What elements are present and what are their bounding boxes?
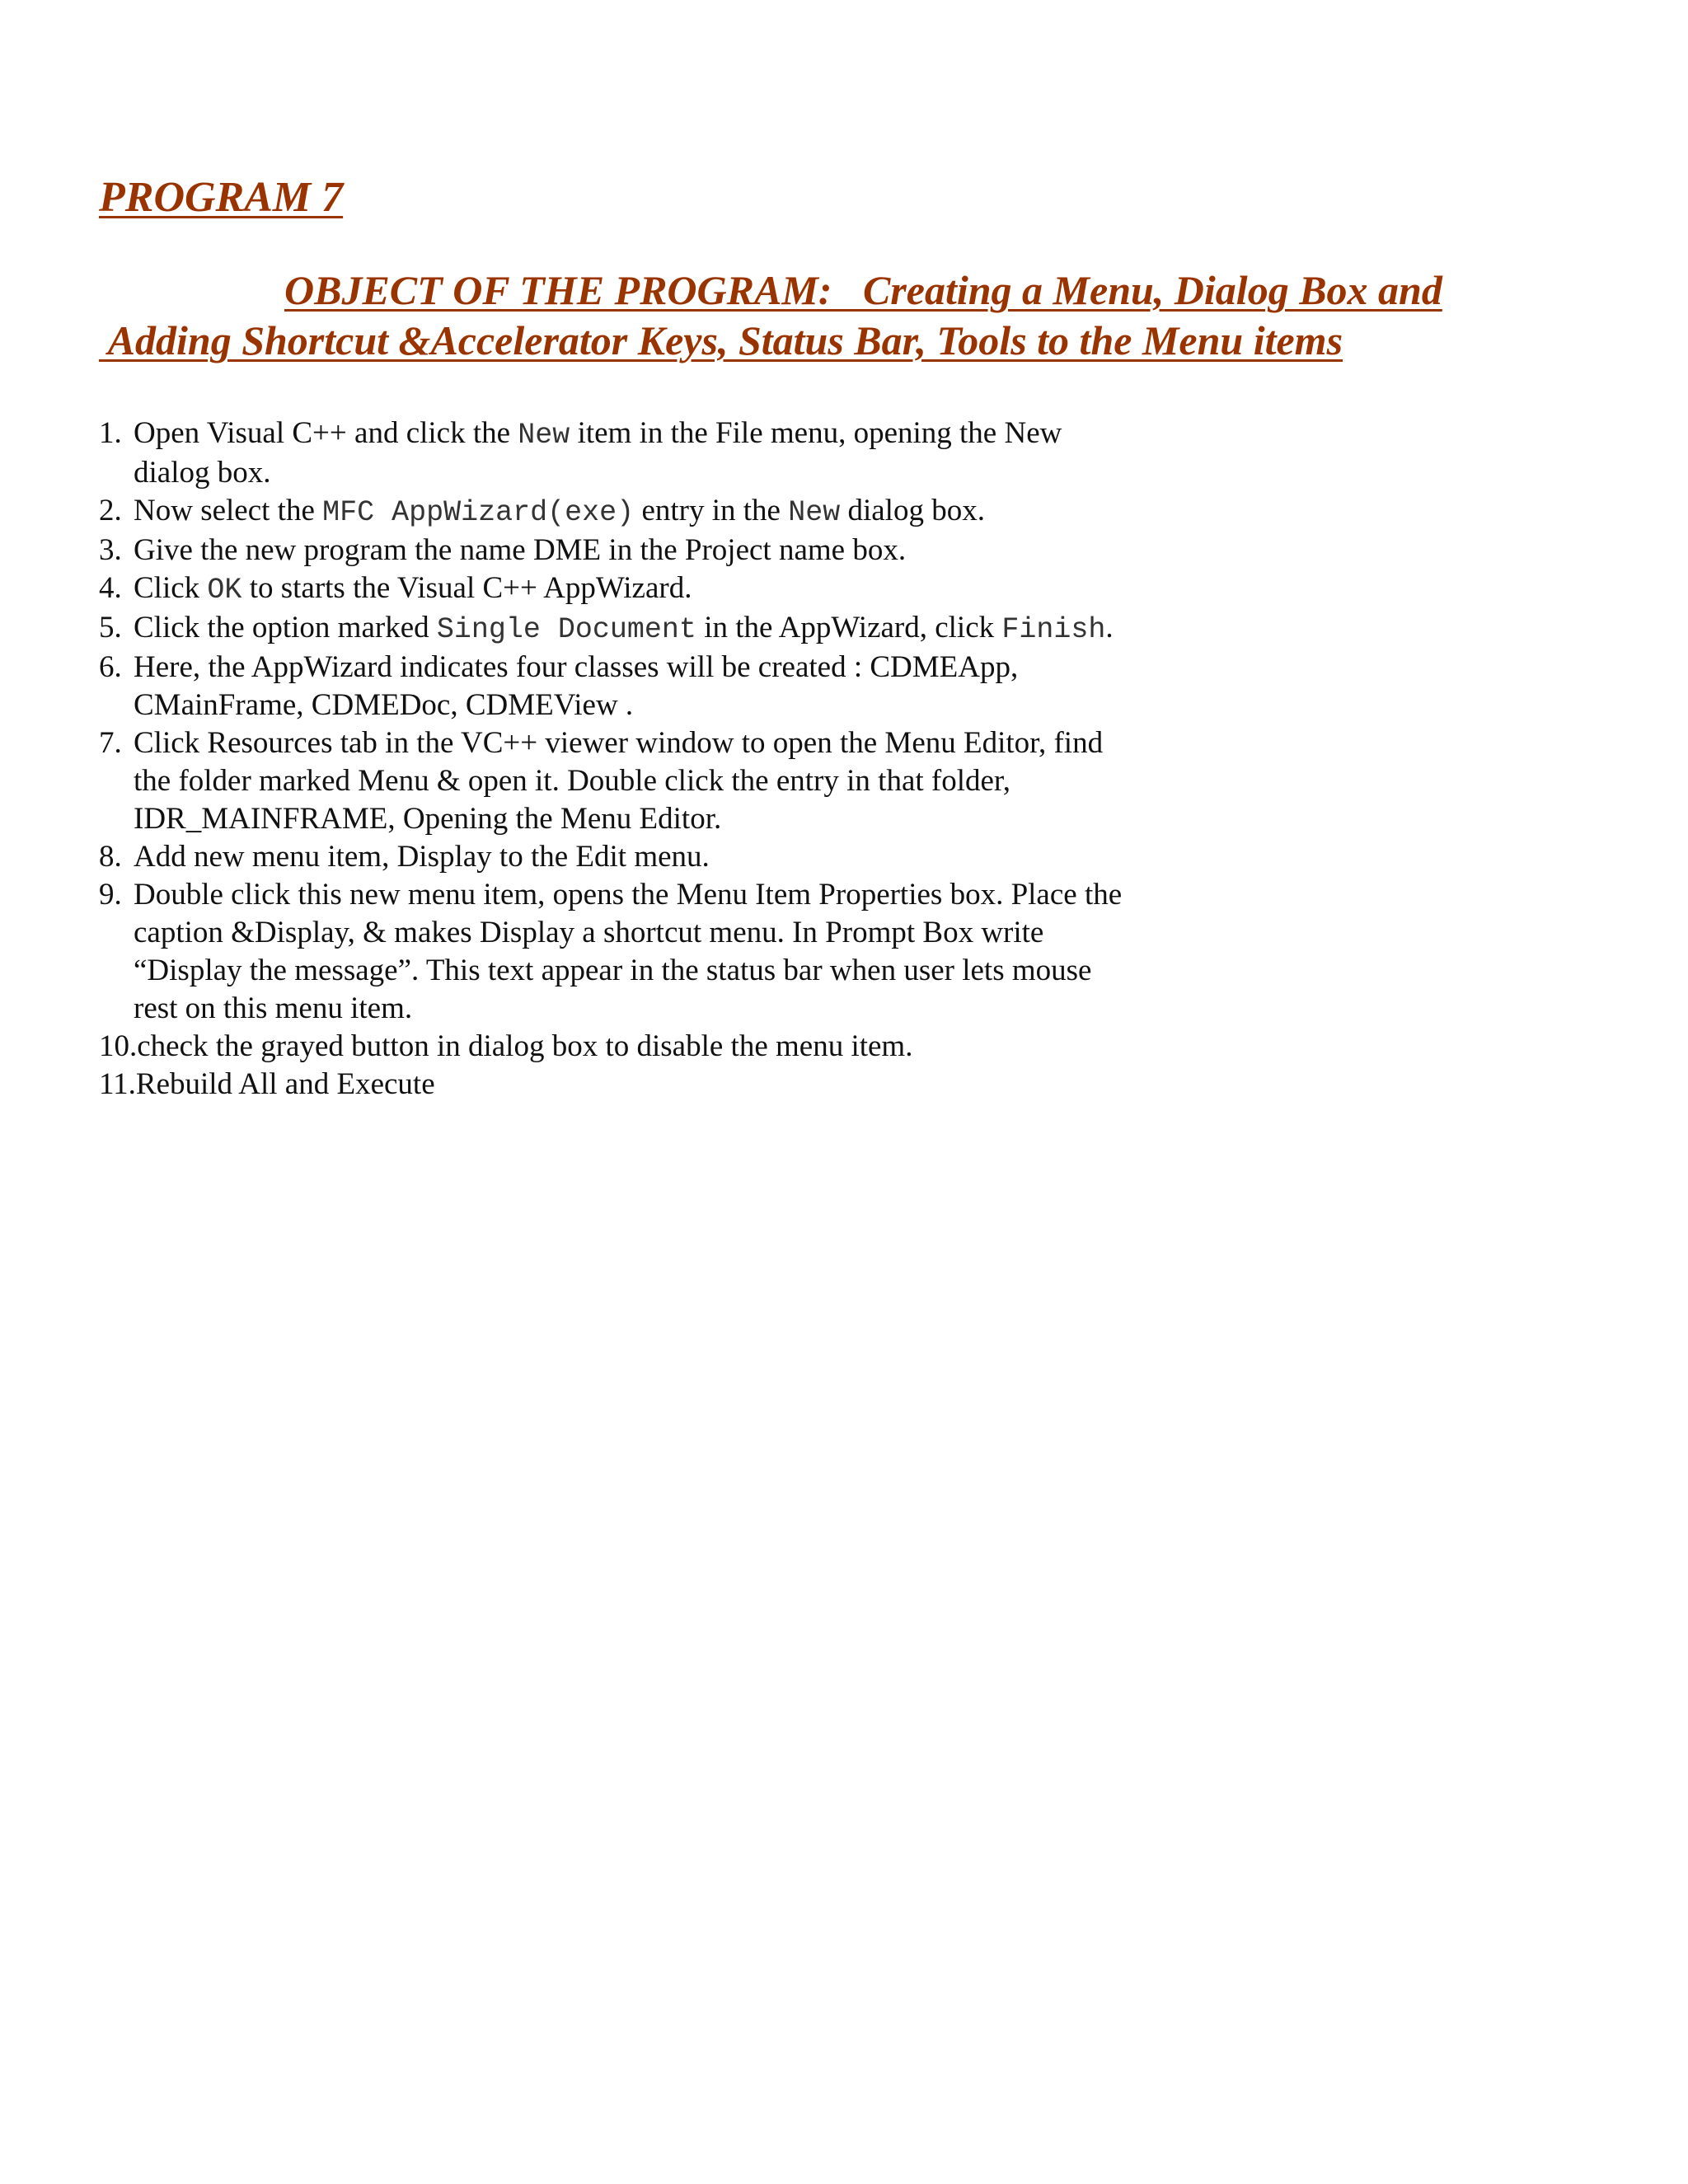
step-number: 8. — [99, 840, 122, 874]
step-5 — [99, 609, 1253, 649]
step-number: 11. — [99, 1067, 136, 1101]
step-text: rest on this menu item. — [134, 991, 413, 1025]
step-number: 3. — [99, 533, 122, 567]
code-term-finish: Finish — [1001, 613, 1106, 646]
step-text: Double click this new menu item, opens the Menu Item Properties box. Place the — [134, 878, 1123, 912]
step-text: Now select the — [134, 494, 323, 527]
step-3 — [99, 532, 1253, 569]
step-4 — [99, 569, 1253, 609]
code-term-new: New — [788, 496, 841, 529]
step-number: 1. — [99, 416, 122, 450]
code-term-single-document: Single Document — [436, 613, 696, 646]
step-text: in the AppWizard, click — [696, 611, 1002, 644]
code-term-mfc-appwizard: MFC AppWizard(exe) — [322, 496, 635, 529]
step-number: 6. — [99, 650, 122, 684]
step-8 — [99, 838, 1253, 876]
step-text: . — [1105, 611, 1114, 644]
program-heading: PROGRAM 7 — [99, 174, 344, 221]
step-number: 4. — [99, 571, 122, 605]
step-text: Give the new program the name DME in the Project name box. — [134, 533, 907, 567]
step-number: 2. — [99, 494, 122, 527]
step-number: 9. — [99, 878, 122, 912]
step-text: “Display the message”. This text appear in the status bar when user lets mouse — [134, 954, 1092, 987]
step-10 — [99, 1028, 1253, 1066]
step-number: 10. — [99, 1029, 138, 1063]
step-6 — [99, 649, 1253, 724]
step-text: caption &Display, & makes Display a shortcut menu. In Prompt Box write — [134, 916, 1044, 949]
step-text: to starts the Visual C++ AppWizard. — [241, 571, 692, 605]
step-text: Open Visual C++ and click the — [134, 416, 518, 450]
code-term-ok: OK — [207, 574, 242, 607]
step-text: dialog box. — [134, 456, 271, 490]
step-9 — [99, 876, 1253, 1028]
step-text: Rebuild All and Execute — [135, 1067, 435, 1101]
step-text: dialog box. — [840, 494, 985, 527]
step-7 — [99, 724, 1253, 838]
program-objective — [99, 265, 1550, 366]
step-number: 7. — [99, 726, 122, 760]
step-text: the folder marked Menu & open it. Double click the entry in that folder, — [134, 764, 1011, 798]
step-text: Here, the AppWizard indicates four classes will be created : CDMEApp, — [134, 650, 1019, 684]
step-text: IDR_MAINFRAME, Opening the Menu Editor. — [134, 802, 722, 836]
step-2 — [99, 492, 1253, 532]
step-number: 5. — [99, 611, 122, 644]
step-text: Click Resources tab in the VC++ viewer window to open the Menu Editor, find — [134, 726, 1104, 760]
step-11 — [99, 1066, 1253, 1104]
code-term-new: New — [518, 419, 570, 452]
instruction-steps — [99, 415, 1253, 1104]
step-text: CMainFrame, CDMEDoc, CDMEView . — [134, 688, 634, 722]
objective-line-1: OBJECT OF THE PROGRAM: Creating a Menu, Dialog Box and — [284, 267, 1442, 313]
step-text: item in the File menu, opening the New — [570, 416, 1062, 450]
step-text: check the grayed button in dialog box to disable the menu item. — [137, 1029, 913, 1063]
step-text: Add new menu item, Display to the Edit menu. — [134, 840, 710, 874]
objective-line-2: Adding Shortcut &Accelerator Keys, Status Bar, Tools to the Menu items — [99, 317, 1343, 363]
step-text: Click — [134, 571, 208, 605]
step-text: Click the option marked — [134, 611, 437, 644]
step-1 — [99, 415, 1253, 492]
step-text: entry in the — [634, 494, 789, 527]
